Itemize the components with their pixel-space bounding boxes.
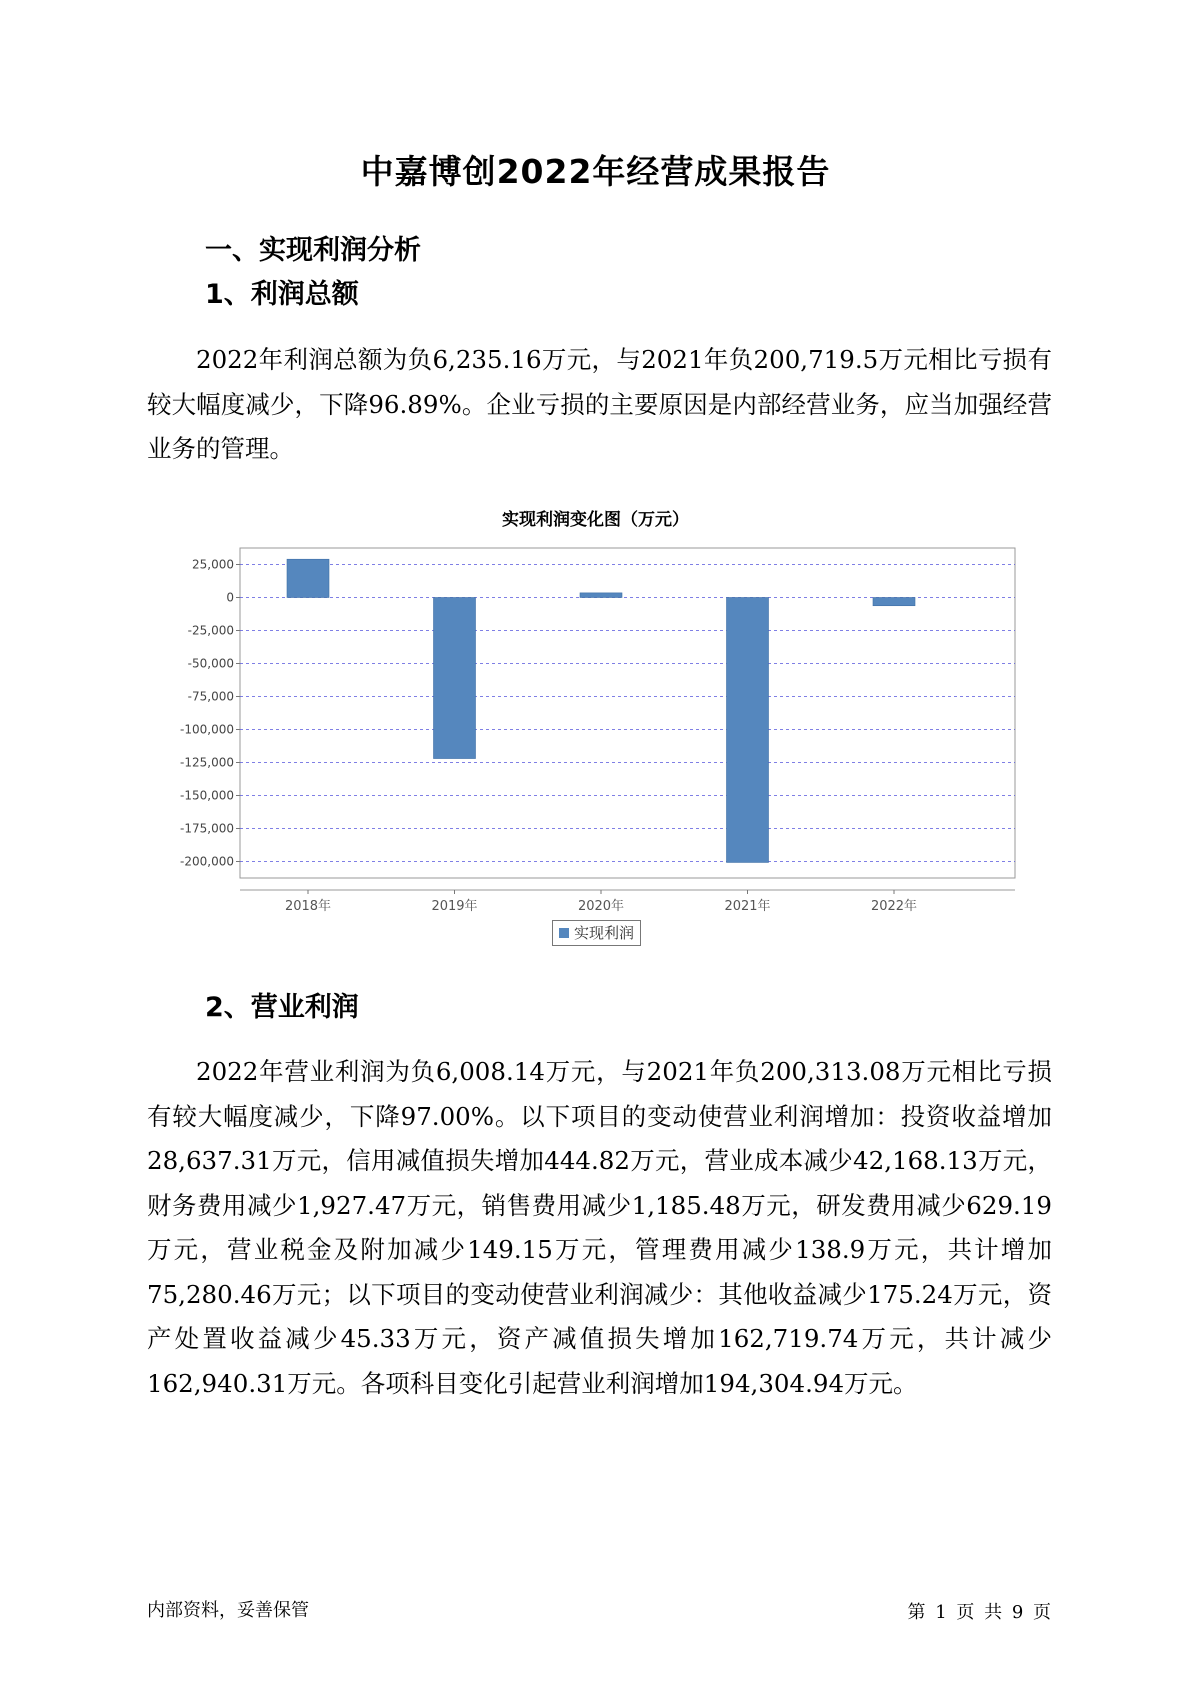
y-tick-label: -50,000 bbox=[187, 656, 234, 671]
y-tick-label: -200,000 bbox=[180, 854, 234, 869]
page-title: 中嘉博创2022年经营成果报告 bbox=[360, 152, 831, 191]
y-tick-label: -125,000 bbox=[180, 755, 234, 770]
x-tick-label: 2019年 bbox=[431, 899, 478, 914]
subsection-heading-total-profit: 1、利润总额 bbox=[205, 279, 359, 310]
bar-2021年 bbox=[727, 598, 769, 863]
bar-2022年 bbox=[873, 598, 915, 606]
legend-label: 实现利润 bbox=[574, 924, 635, 942]
y-tick-label: -100,000 bbox=[180, 722, 234, 737]
profit-bar-chart bbox=[160, 538, 1020, 923]
y-tick-label: -150,000 bbox=[180, 788, 234, 803]
footer-confidential-note: 内部资料，妥善保管 bbox=[147, 1600, 309, 1621]
y-tick-label: 25,000 bbox=[192, 557, 234, 572]
chart-legend bbox=[552, 920, 641, 946]
footer-page-number: 第 1 页 共 9 页 bbox=[907, 1602, 1051, 1623]
y-tick-label: -25,000 bbox=[187, 623, 234, 638]
y-tick-label: -75,000 bbox=[187, 689, 234, 704]
bar-2018年 bbox=[287, 559, 329, 597]
bar-2019年 bbox=[434, 598, 476, 759]
x-tick-label: 2018年 bbox=[284, 899, 332, 914]
legend-swatch bbox=[559, 928, 569, 938]
chart-title: 实现利润变化图（万元） bbox=[502, 510, 689, 530]
section-heading-profit-analysis: 一、实现利润分析 bbox=[205, 235, 421, 266]
total-profit-paragraph: 2022年利润总额为负6,235.16万元，与2021年负200,719.5万元相比亏损有较大幅度减少，下降96.89%。企业亏损的主要原因是内部经营业务，应当加强经营业务的管理。 bbox=[147, 345, 1052, 463]
operating-profit-paragraph: 2022年营业利润为负6,008.14万元，与2021年负200,313.08万元相比亏损有较大幅度减少，下降97.00%。以下项目的变动使营业利润增加：投资收益增加28,637.31万元，信用减值损失增加444.82万元，营业成本减少42,168.13万元，财务费用减少1,927.47万元，销售费用减少1,185.48万元，研发费用减少629.19万元，营业税金及附加减少149.15万元，管理费用减少138.9万元，共计增加75,280.46万元；以下项目的变动使营业利润减少：其他收益减少175.24万元，资产处置收益减少45.33万元，资产减值损失增加162,719.74万元，共计减少162,940.31万元。各项科目变化引起营业利润增加194,304.94万元。 bbox=[147, 1057, 1052, 1398]
x-tick-label: 2021年 bbox=[724, 899, 771, 914]
x-tick-label: 2022年 bbox=[870, 899, 918, 914]
x-tick-label: 2020年 bbox=[577, 899, 625, 914]
y-tick-label: 0 bbox=[226, 590, 234, 605]
subsection-heading-operating-profit: 2、营业利润 bbox=[205, 992, 359, 1023]
y-tick-label: -175,000 bbox=[180, 821, 234, 836]
bar-2020年 bbox=[580, 593, 622, 598]
